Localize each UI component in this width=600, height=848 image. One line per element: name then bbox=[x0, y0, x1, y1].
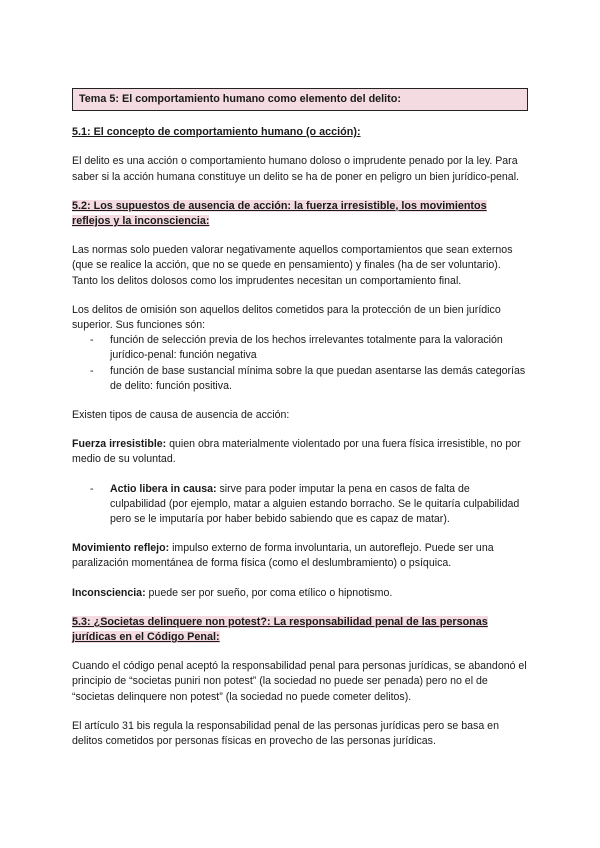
section-1-heading: 5.1: El concepto de comportamiento humano (o acción): bbox=[72, 126, 361, 139]
section-1-paragraph: El delito es una acción o comportamiento humano doloso o imprudente penado por la ley. Para saber si la acción humana constituye un delito se ha de poner en peligro un bien jurídico-penal. bbox=[72, 155, 519, 183]
list-item: - función de base sustancial mínima sobre la que puedan asentarse las demás categorías de delito: función positiva. bbox=[110, 364, 528, 394]
actio-list bbox=[72, 482, 528, 528]
inconsciencia-paragraph: Inconsciencia: puede ser por sueño, por coma etílico o hipnotismo. bbox=[72, 586, 393, 599]
term-label: Movimiento reflejo: bbox=[72, 542, 170, 555]
term-label: Fuerza irresistible: bbox=[72, 438, 167, 451]
document-title: Tema 5: El comportamiento humano como elemento del delito: bbox=[72, 88, 528, 111]
list-item: - Actio libera in causa: sirve para poder imputar la pena en casos de falta de culpabilidad (por ejemplo, matar a alguien estando borracho. Se le quitaría culpabilidad pero se le imputaría por haber bebido sabiendo que es capaz de matar). bbox=[110, 482, 528, 528]
section-3-heading: 5.3: ¿Societas delinquere non potest?: La responsabilidad penal de las personas jurídicas en el Código Penal: bbox=[72, 615, 488, 644]
section-2-heading: 5.2: Los supuestos de ausencia de acción: la fuerza irresistible, los movimientos reflejos y la inconsciencia: bbox=[72, 199, 487, 228]
list-item: - función de selección previa de los hechos irrelevantes totalmente para la valoración jurídico-penal: función negativa bbox=[110, 333, 528, 363]
term-label: Inconsciencia: bbox=[72, 586, 146, 599]
section-3-paragraph-1: Cuando el código penal aceptó la responsabilidad penal para personas jurídicas, se abandonó el principio de “societas puniri non potest” (la sociedad no puede ser penada) pero no el de “societas delinquere non potest” (la sociedad no puede cometer delitos). bbox=[72, 660, 527, 703]
movimiento-reflejo-paragraph: Movimiento reflejo: impulso externo de forma involuntaria, un autoreflejo. Puede ser una paralización momentánea de forma física (como el deslumbramiento) o psíquica. bbox=[72, 542, 494, 570]
functions-list bbox=[72, 333, 528, 394]
term-label: Actio libera in causa: bbox=[110, 482, 217, 495]
section-2-paragraph-3: Los delitos de omisión son aquellos delitos cometidos para la protección de un bien jurídico superior. Sus funciones són: bbox=[72, 303, 501, 332]
fuerza-irresistible-paragraph: Fuerza irresistible: quien obra materialmente violentado por una fuera física irresistible, no por medio de su voluntad. bbox=[72, 438, 521, 466]
section-3-paragraph-2: El artículo 31 bis regula la responsabilidad penal de las personas jurídicas pero se basa en delitos cometidos por personas físicas en provecho de las personas jurídicas. bbox=[72, 719, 499, 748]
section-2-paragraph-1: Las normas solo pueden valorar negativamente aquellos comportamientos que sean externos (que se realice la acción, que no se quede en pensamiento) y finales (ha de ser voluntario). bbox=[72, 244, 513, 272]
section-2-paragraph-2: Tanto los delitos dolosos como los imprudentes necesitan un comportamiento final. bbox=[72, 274, 462, 287]
section-2-paragraph-4: Existen tipos de causa de ausencia de acción: bbox=[72, 409, 290, 422]
